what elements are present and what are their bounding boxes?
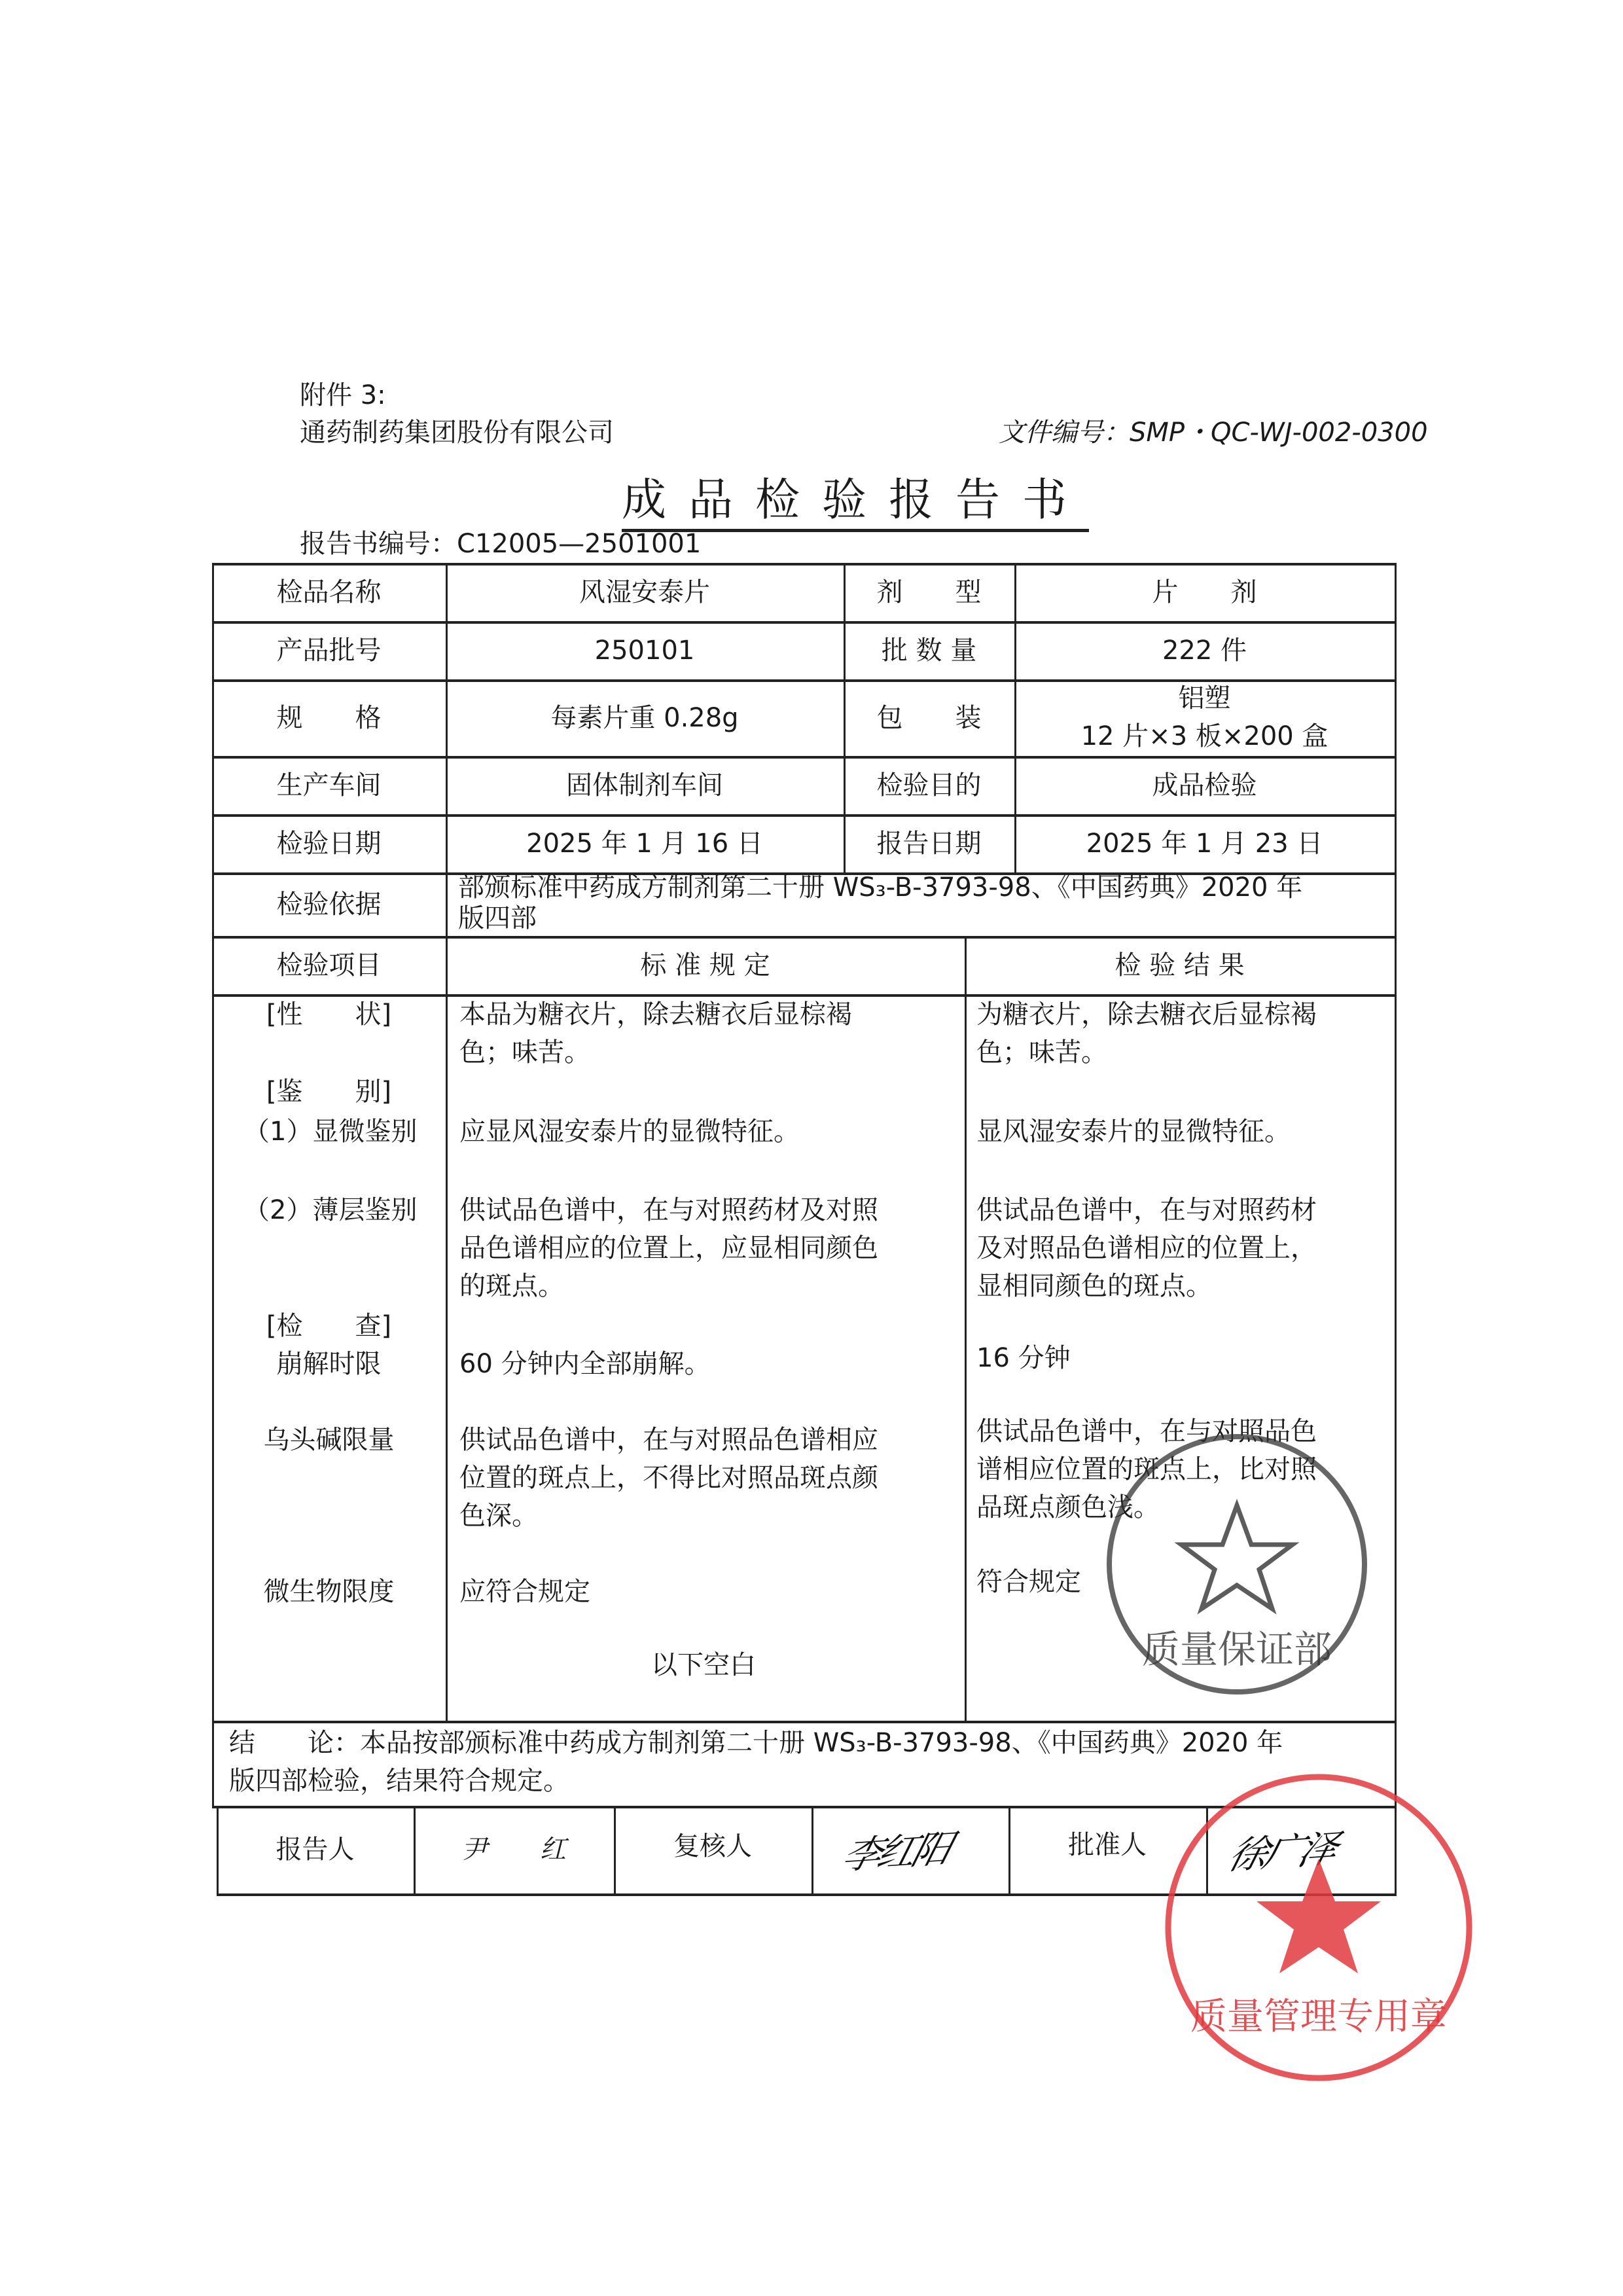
tlc-result: 供试品色谱中，在与对照药材 (976, 1195, 1317, 1225)
tlc-result: 及对照品色谱相应的位置上， (976, 1233, 1317, 1263)
aco-result: 品斑点颜色浅。 (976, 1492, 1160, 1522)
page-title: 成品检验报告书 (0, 465, 1623, 528)
pack-label: 包 装 (876, 703, 982, 733)
aco-standard: 色深。 (459, 1501, 538, 1531)
qa-department-stamp (1086, 1414, 1387, 1715)
test-date: 2025 年 1 月 16 日 (526, 829, 763, 859)
basis-line-1: 部颁标准中药成方制剂第二十册 WS₃-B-3793-98、《中国药典》2020 年 (458, 872, 1303, 903)
form-label: 剂 型 (876, 577, 982, 607)
micro-standard: 应显风湿安泰片的显微特征。 (459, 1117, 800, 1147)
packaging-material: 铝塑 (1178, 683, 1231, 713)
aco-result: 谱相应位置的斑点上，比对照 (976, 1454, 1317, 1484)
report-date: 2025 年 1 月 23 日 (1086, 829, 1323, 859)
reporter-name: 尹 红 (461, 1835, 566, 1865)
aco-standard: 位置的斑点上，不得比对照品斑点颜 (459, 1463, 878, 1493)
char-standard: 色；味苦。 (459, 1037, 590, 1067)
approver-signature: 徐广泽 (1223, 1826, 1340, 1878)
reporter-label: 报告人 (276, 1835, 355, 1865)
name-label: 检品名称 (276, 577, 382, 607)
basis-line-2: 版四部 (458, 903, 537, 933)
packaging-spec: 12 片×3 板×200 盒 (1080, 721, 1329, 751)
item-header: 检验项目 (276, 950, 382, 980)
item-disintegration: 崩解时限 (276, 1349, 382, 1379)
reviewer-signature: 李红阳 (837, 1826, 954, 1878)
test-purpose: 成品检验 (1152, 770, 1257, 800)
reviewer-label: 复核人 (673, 1831, 752, 1861)
test-date-label: 检验日期 (276, 829, 382, 859)
char-result: 为糖衣片，除去糖衣后显棕褐 (976, 999, 1317, 1030)
item-tlc: （2）薄层鉴别 (243, 1195, 418, 1225)
product-name: 风湿安泰片 (579, 577, 710, 607)
report-date-label: 报告日期 (876, 829, 982, 859)
microbial-standard: 应符合规定 (459, 1577, 590, 1607)
specification: 每素片重 0.28g (550, 703, 739, 733)
batch-number: 250101 (594, 636, 695, 666)
batch-quantity: 222 件 (1162, 636, 1247, 666)
item-check: [检 查] (266, 1311, 392, 1341)
svg-text:质量管理专用章: 质量管理专用章 (1190, 1996, 1447, 2038)
item-microscopic: （1）显微鉴别 (243, 1117, 418, 1147)
basis-label: 检验依据 (276, 889, 382, 920)
microbial-result: 符合规定 (976, 1567, 1081, 1597)
disint-result: 16 分钟 (976, 1343, 1071, 1373)
tlc-standard: 供试品色谱中，在与对照药材及对照 (459, 1195, 878, 1225)
file-number: 文件编号：SMP・QC-WJ-002-0300 (999, 418, 1428, 448)
dosage-form: 片 剂 (1152, 577, 1257, 607)
item-identification: [鉴 别] (266, 1077, 392, 1107)
tlc-result: 显相同颜色的斑点。 (976, 1271, 1212, 1301)
item-character: [性 状] (266, 999, 392, 1030)
micro-result: 显风湿安泰片的显微特征。 (976, 1117, 1291, 1147)
company-name: 通药制药集团股份有限公司 (300, 418, 614, 448)
batch-label: 产品批号 (276, 636, 382, 666)
red-quality-stamp (1152, 1761, 1486, 2094)
attachment-label: 附件 3: (300, 380, 386, 410)
approver-label: 批准人 (1068, 1830, 1147, 1860)
aco-result: 供试品色谱中，在与对照品色 (976, 1416, 1317, 1446)
workshop: 固体制剂车间 (566, 770, 723, 800)
conclusion-line: 结 论：本品按部颁标准中药成方制剂第二十册 WS₃-B-3793-98、《中国药典》2020 年 (229, 1728, 1283, 1758)
spec-label: 规 格 (276, 703, 382, 733)
report-number: 报告书编号：C12005—2501001 (300, 529, 702, 559)
purpose-label: 检验目的 (876, 770, 982, 800)
result-header: 检 验 结 果 (1115, 950, 1245, 980)
item-microbial: 微生物限度 (263, 1577, 395, 1607)
qty-label: 批 数 量 (881, 636, 977, 666)
workshop-label: 生产车间 (276, 770, 382, 800)
standard-header: 标 准 规 定 (640, 950, 770, 980)
aco-standard: 供试品色谱中，在与对照品色谱相应 (459, 1425, 878, 1455)
disint-standard: 60 分钟内全部崩解。 (459, 1349, 711, 1379)
char-result: 色；味苦。 (976, 1037, 1107, 1067)
tlc-standard: 的斑点。 (459, 1271, 564, 1301)
blank-below-note: 以下空白 (651, 1650, 756, 1680)
char-standard: 本品为糖衣片，除去糖衣后显棕褐 (459, 999, 852, 1030)
tlc-standard: 品色谱相应的位置上，应显相同颜色 (459, 1233, 878, 1263)
item-aconitine: 乌头碱限量 (263, 1425, 395, 1455)
conclusion-line: 版四部检验，结果符合规定。 (229, 1766, 569, 1796)
svg-text:质量保证部: 质量保证部 (1141, 1627, 1332, 1672)
